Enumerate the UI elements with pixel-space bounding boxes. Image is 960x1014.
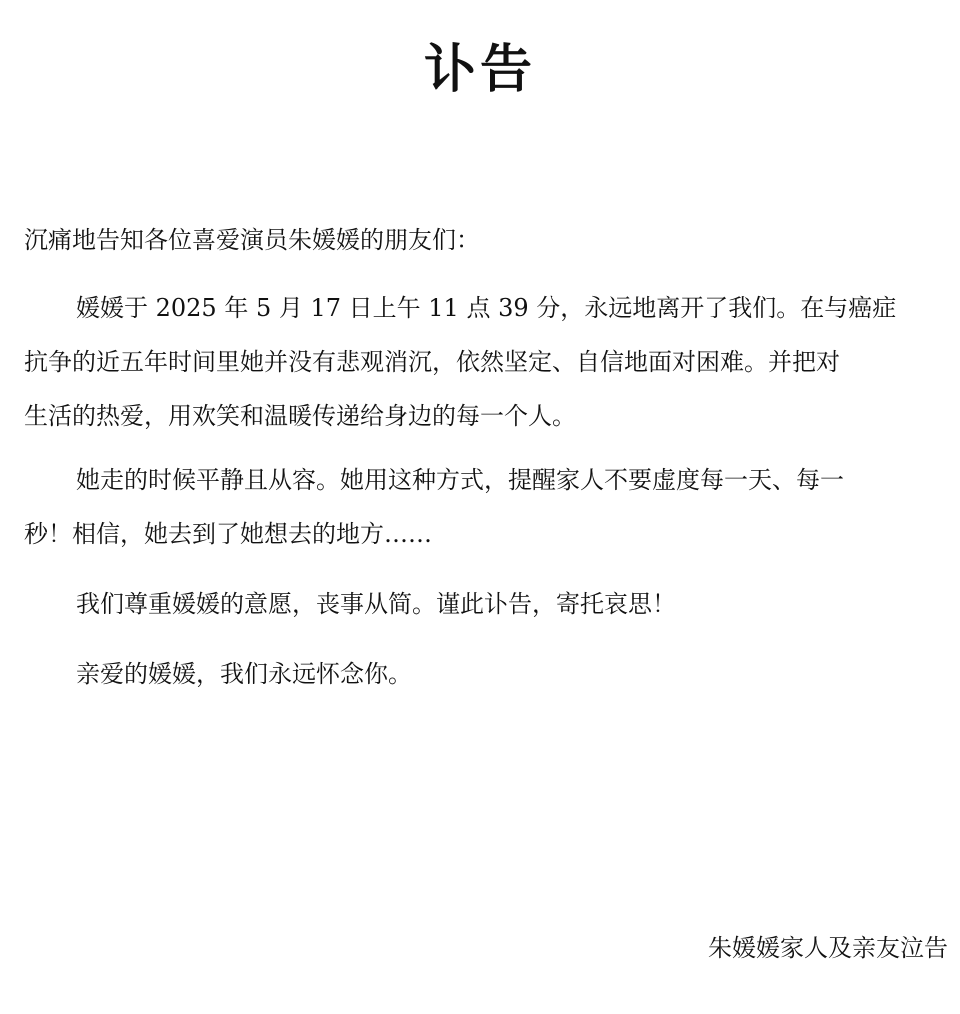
document-title: 讣告 (423, 40, 536, 100)
paragraph-line: 她走的时候平静且从容。她用这种方式，提醒家人不要虚度每一天、每一 (76, 466, 844, 494)
paragraph-line: 我们尊重媛媛的意愿，丧事从简。谨此讣告，寄托哀思！ (76, 590, 676, 618)
paragraph-farewell (24, 647, 934, 701)
salutation: 沉痛地告知各位喜爱演员朱媛媛的朋友们： (24, 226, 480, 254)
paragraph-line: 亲爱的媛媛，我们永远怀念你。 (76, 660, 412, 688)
paragraph-peaceful-passing (24, 453, 934, 561)
paragraph-funeral-wishes (24, 577, 934, 631)
paragraph-line: 秒！相信，她去到了她想去的地方…… (24, 520, 432, 548)
paragraph-line: 生活的热爱，用欢笑和温暖传递给身边的每一个人。 (24, 402, 576, 430)
paragraph-line: 抗争的近五年时间里她并没有悲观消沉，依然坚定、自信地面对困难。并把对 (24, 348, 840, 376)
paragraph-line: 媛媛于 2025 年 5 月 17 日上午 11 点 39 分，永远地离开了我们。在与癌症 (76, 294, 897, 322)
paragraph-passing-announcement (24, 281, 934, 443)
signature: 朱媛媛家人及亲友泣告 (708, 934, 948, 962)
